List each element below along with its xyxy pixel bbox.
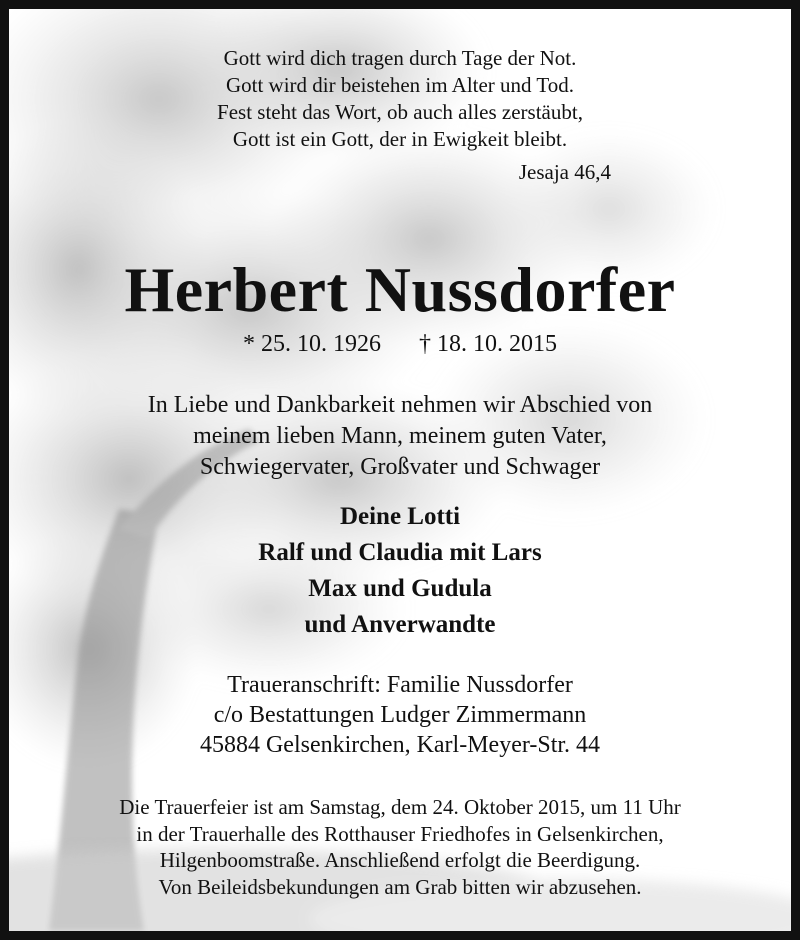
verse-source: Jesaja 46,4 bbox=[518, 160, 611, 184]
birth-date: * 25. 10. 1926 bbox=[243, 331, 381, 357]
verse-line: Gott wird dich tragen durch Tage der Not. bbox=[223, 46, 577, 70]
mourners-list bbox=[9, 499, 791, 643]
ceremony-line: in der Trauerhalle des Rotthauser Friedhofes in Gelsenkirchen, bbox=[136, 821, 664, 846]
mourning-address bbox=[9, 670, 791, 760]
mourner-name: und Anverwandte bbox=[304, 611, 496, 638]
mourner-name: Deine Lotti bbox=[339, 503, 461, 530]
ceremony-line: Die Trauerfeier ist am Samstag, dem 24. Oktober 2015, um 11 Uhr bbox=[119, 795, 681, 819]
farewell-line: In Liebe und Dankbarkeit nehmen wir Abschied von bbox=[147, 392, 653, 418]
death-date: † 18. 10. 2015 bbox=[419, 331, 557, 357]
address-line: Traueranschrift: Familie Nussdorfer bbox=[227, 672, 573, 698]
address-line: 45884 Gelsenkirchen, Karl-Meyer-Str. 44 bbox=[199, 732, 601, 758]
life-dates bbox=[9, 329, 791, 359]
ceremony-line: Von Beileidsbekundungen am Grab bitten wir abzusehen. bbox=[158, 874, 642, 899]
funeral-ceremony-info bbox=[9, 794, 791, 900]
verse-line: Gott wird dir beistehen im Alter und Tod. bbox=[225, 73, 575, 97]
farewell-line: meinem lieben Mann, meinem guten Vater, bbox=[193, 423, 607, 449]
verse-line: Fest steht das Wort, ob auch alles zerstäubt, bbox=[217, 100, 583, 124]
deceased-name: Herbert Nussdorfer bbox=[124, 254, 676, 325]
farewell-line: Schwiegervater, Großvater und Schwager bbox=[199, 454, 601, 480]
verse-line: Gott ist ein Gott, der in Ewigkeit bleibt. bbox=[232, 127, 568, 151]
farewell-text bbox=[9, 390, 791, 483]
mourner-name: Max und Gudula bbox=[308, 575, 492, 602]
mourner-name: Ralf und Claudia mit Lars bbox=[258, 539, 542, 566]
address-line: c/o Bestattungen Ludger Zimmermann bbox=[213, 702, 587, 728]
ceremony-line: Hilgenboomstraße. Anschließend erfolgt die Beerdigung. bbox=[159, 848, 641, 872]
bible-verse bbox=[9, 45, 791, 153]
